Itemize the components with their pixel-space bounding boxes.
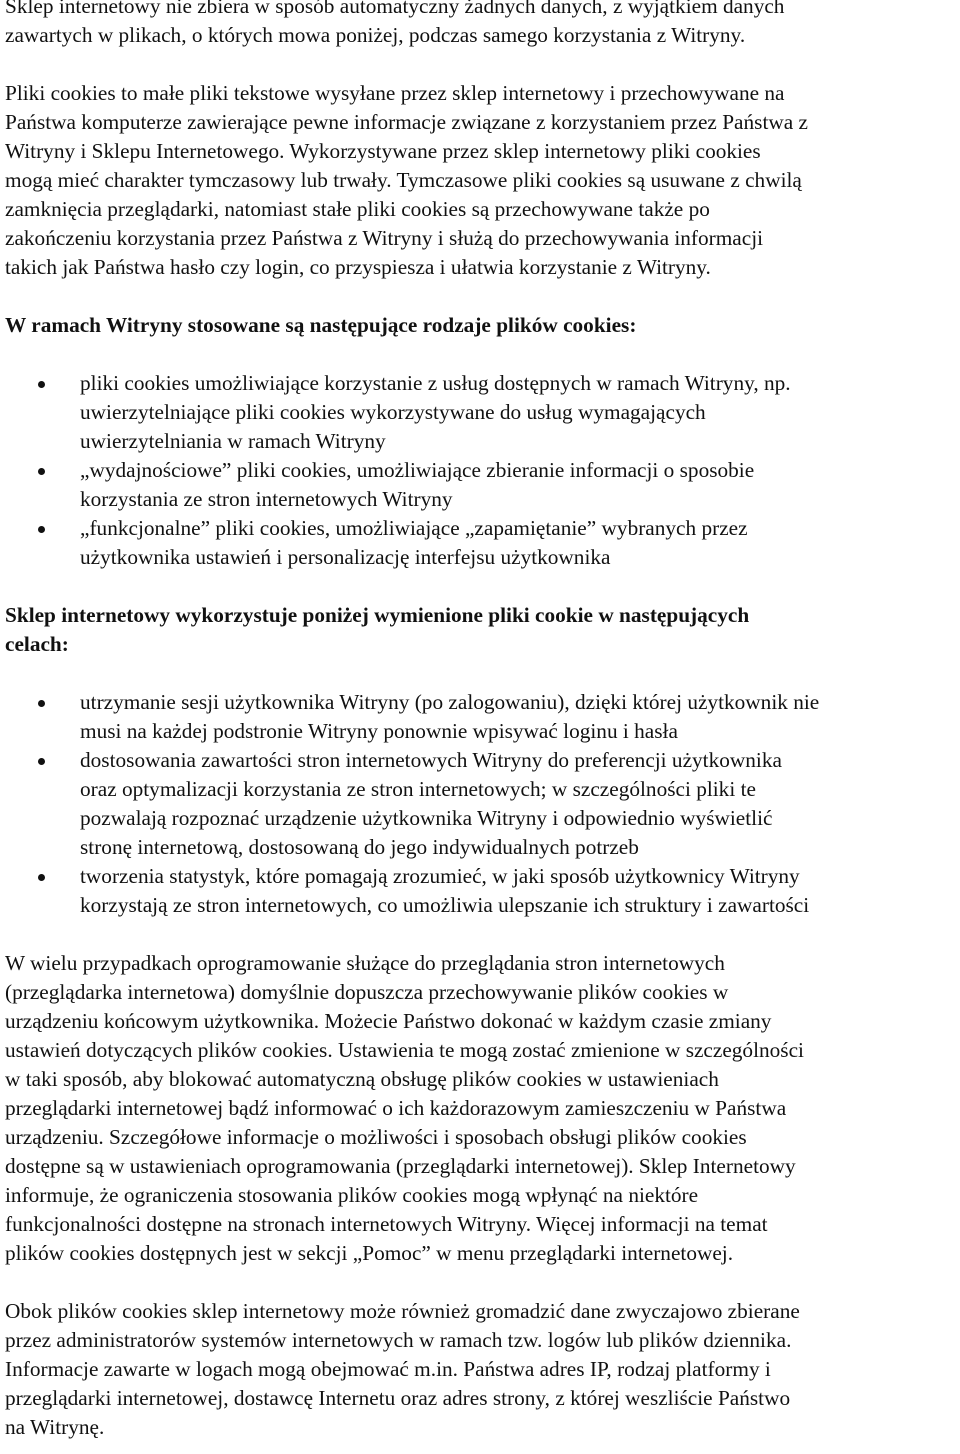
- text-line: uwierzytelniania w ramach Witryny: [80, 429, 386, 453]
- text-line: dostosowania zawartości stron internetowych Witryny do preferencji użytkownika: [80, 748, 782, 772]
- text-line: (przeglądarka internetowa) domyślnie dopuszcza przechowywanie plików cookies w: [5, 980, 729, 1004]
- text-line: korzystania ze stron internetowych Witryny: [80, 487, 453, 511]
- cookie-purposes-heading: [0, 601, 960, 659]
- cookie-types-list: [0, 369, 960, 572]
- text-line: Pliki cookies to małe pliki tekstowe wysyłane przez sklep internetowy i przechowywane na: [5, 81, 785, 105]
- list-item: [0, 514, 960, 572]
- text-line: W wielu przypadkach oprogramowanie służące do przeglądania stron internetowych: [5, 951, 725, 975]
- text-line: w taki sposób, aby blokować automatyczną obsługę plików cookies w ustawieniach: [5, 1067, 719, 1091]
- text-line: zakończeniu korzystania przez Państwa z Witryny i służą do przechowywania informacji: [5, 226, 764, 250]
- text-line: korzystają ze stron internetowych, co umożliwia ulepszanie ich struktury i zawartości: [80, 893, 810, 917]
- server-logs-paragraph: [0, 1297, 960, 1442]
- text-line: przeglądarki internetowej, dostawcę Internetu oraz adres strony, z której weszliście Państwo: [5, 1386, 791, 1410]
- text-line: zawartych w plikach, o których mowa poniżej, podczas samego korzystania z Witryny.: [5, 23, 746, 47]
- text-line: Sklep internetowy nie zbiera w sposób automatyczny żadnych danych, z wyjątkiem danych: [5, 0, 785, 18]
- text-line: „wydajnościowe” pliki cookies, umożliwiające zbieranie informacji o sposobie: [80, 458, 755, 482]
- text-line: utrzymanie sesji użytkownika Witryny (po zalogowaniu), dzięki której użytkownik nie: [80, 690, 820, 714]
- intro-paragraph: [0, 0, 960, 50]
- text-line: przez administratorów systemów internetowych w ramach tzw. logów lub plików dziennika.: [5, 1328, 792, 1352]
- bullet-icon: [38, 468, 45, 475]
- list-item: [0, 369, 960, 456]
- text-line: mogą mieć charakter tymczasowy lub trwały. Tymczasowe pliki cookies są usuwane z chwilą: [5, 168, 802, 192]
- bullet-icon: [38, 526, 45, 533]
- text-line: przeglądarki internetowej bądź informować o ich każdorazowym zamieszczeniu w Państwa: [5, 1096, 787, 1120]
- text-line: Obok plików cookies sklep internetowy może również gromadzić dane zwyczajowo zbierane: [5, 1299, 800, 1323]
- text-line: urządzeniu. Szczegółowe informacje o możliwości i sposobach obsługi plików cookies: [5, 1125, 747, 1149]
- text-line: ustawień dotyczących plików cookies. Ustawienia te mogą zostać zmienione w szczególności: [5, 1038, 804, 1062]
- text-line: musi na każdej podstronie Witryny ponownie wpisywać loginu i hasła: [80, 719, 678, 743]
- list-item: [0, 862, 960, 920]
- text-line: pliki cookies umożliwiające korzystanie z usług dostępnych w ramach Witryny, np.: [80, 371, 791, 395]
- text-line: Państwa komputerze zawierające pewne informacje związane z korzystaniem przez Państwa z: [5, 110, 808, 134]
- browser-settings-paragraph: [0, 949, 960, 1268]
- text-line: tworzenia statystyk, które pomagają zrozumieć, w jaki sposób użytkownicy Witryny: [80, 864, 800, 888]
- text-line: dostępne są w ustawieniach oprogramowania (przeglądarki internetowej). Sklep Internetowy: [5, 1154, 796, 1178]
- heading-line: celach:: [5, 632, 69, 656]
- text-line: „funkcjonalne” pliki cookies, umożliwiające „zapamiętanie” wybranych przez: [80, 516, 748, 540]
- bullet-icon: [38, 381, 45, 388]
- heading-line: Sklep internetowy wykorzystuje poniżej wymienione pliki cookie w następujących: [5, 603, 750, 627]
- cookie-purposes-list: [0, 688, 960, 920]
- text-line: takich jak Państwa hasło czy login, co przyspiesza i ułatwia korzystanie z Witryny.: [5, 255, 711, 279]
- text-line: funkcjonalności dostępne na stronach internetowych Witryny. Więcej informacji na temat: [5, 1212, 768, 1236]
- text-line: uwierzytelniające pliki cookies wykorzystywane do usług wymagających: [80, 400, 706, 424]
- text-line: informuje, że ograniczenia stosowania plików cookies mogą wpłynąć na niektóre: [5, 1183, 699, 1207]
- text-line: pozwalają rozpoznać urządzenie użytkownika Witryny i odpowiednio wyświetlić: [80, 806, 773, 830]
- bullet-icon: [38, 758, 45, 765]
- text-line: oraz optymalizacji korzystania ze stron internetowych; w szczególności pliki te: [80, 777, 756, 801]
- text-line: na Witrynę.: [5, 1415, 105, 1439]
- text-line: Witryny i Sklepu Internetowego. Wykorzystywane przez sklep internetowy pliki cookies: [5, 139, 761, 163]
- cookies-definition-paragraph: [0, 79, 960, 282]
- list-item: [0, 456, 960, 514]
- text-line: stronę internetową, dostosowaną do jego indywidualnych potrzeb: [80, 835, 639, 859]
- text-line: urządzeniu końcowym użytkownika. Możecie Państwo dokonać w każdym czasie zmiany: [5, 1009, 772, 1033]
- text-line: plików cookies dostępnych jest w sekcji „Pomoc” w menu przeglądarki internetowej.: [5, 1241, 734, 1265]
- list-item: [0, 688, 960, 746]
- text-line: Informacje zawarte w logach mogą obejmować m.in. Państwa adres IP, rodzaj platformy i: [5, 1357, 771, 1381]
- bullet-icon: [38, 874, 45, 881]
- text-line: zamknięcia przeglądarki, natomiast stałe pliki cookies są przechowywane także po: [5, 197, 710, 221]
- text-line: użytkownika ustawień i personalizację interfejsu użytkownika: [80, 545, 611, 569]
- cookie-types-heading: W ramach Witryny stosowane są następujące rodzaje plików cookies:: [5, 313, 637, 337]
- list-item: [0, 746, 960, 862]
- bullet-icon: [38, 700, 45, 707]
